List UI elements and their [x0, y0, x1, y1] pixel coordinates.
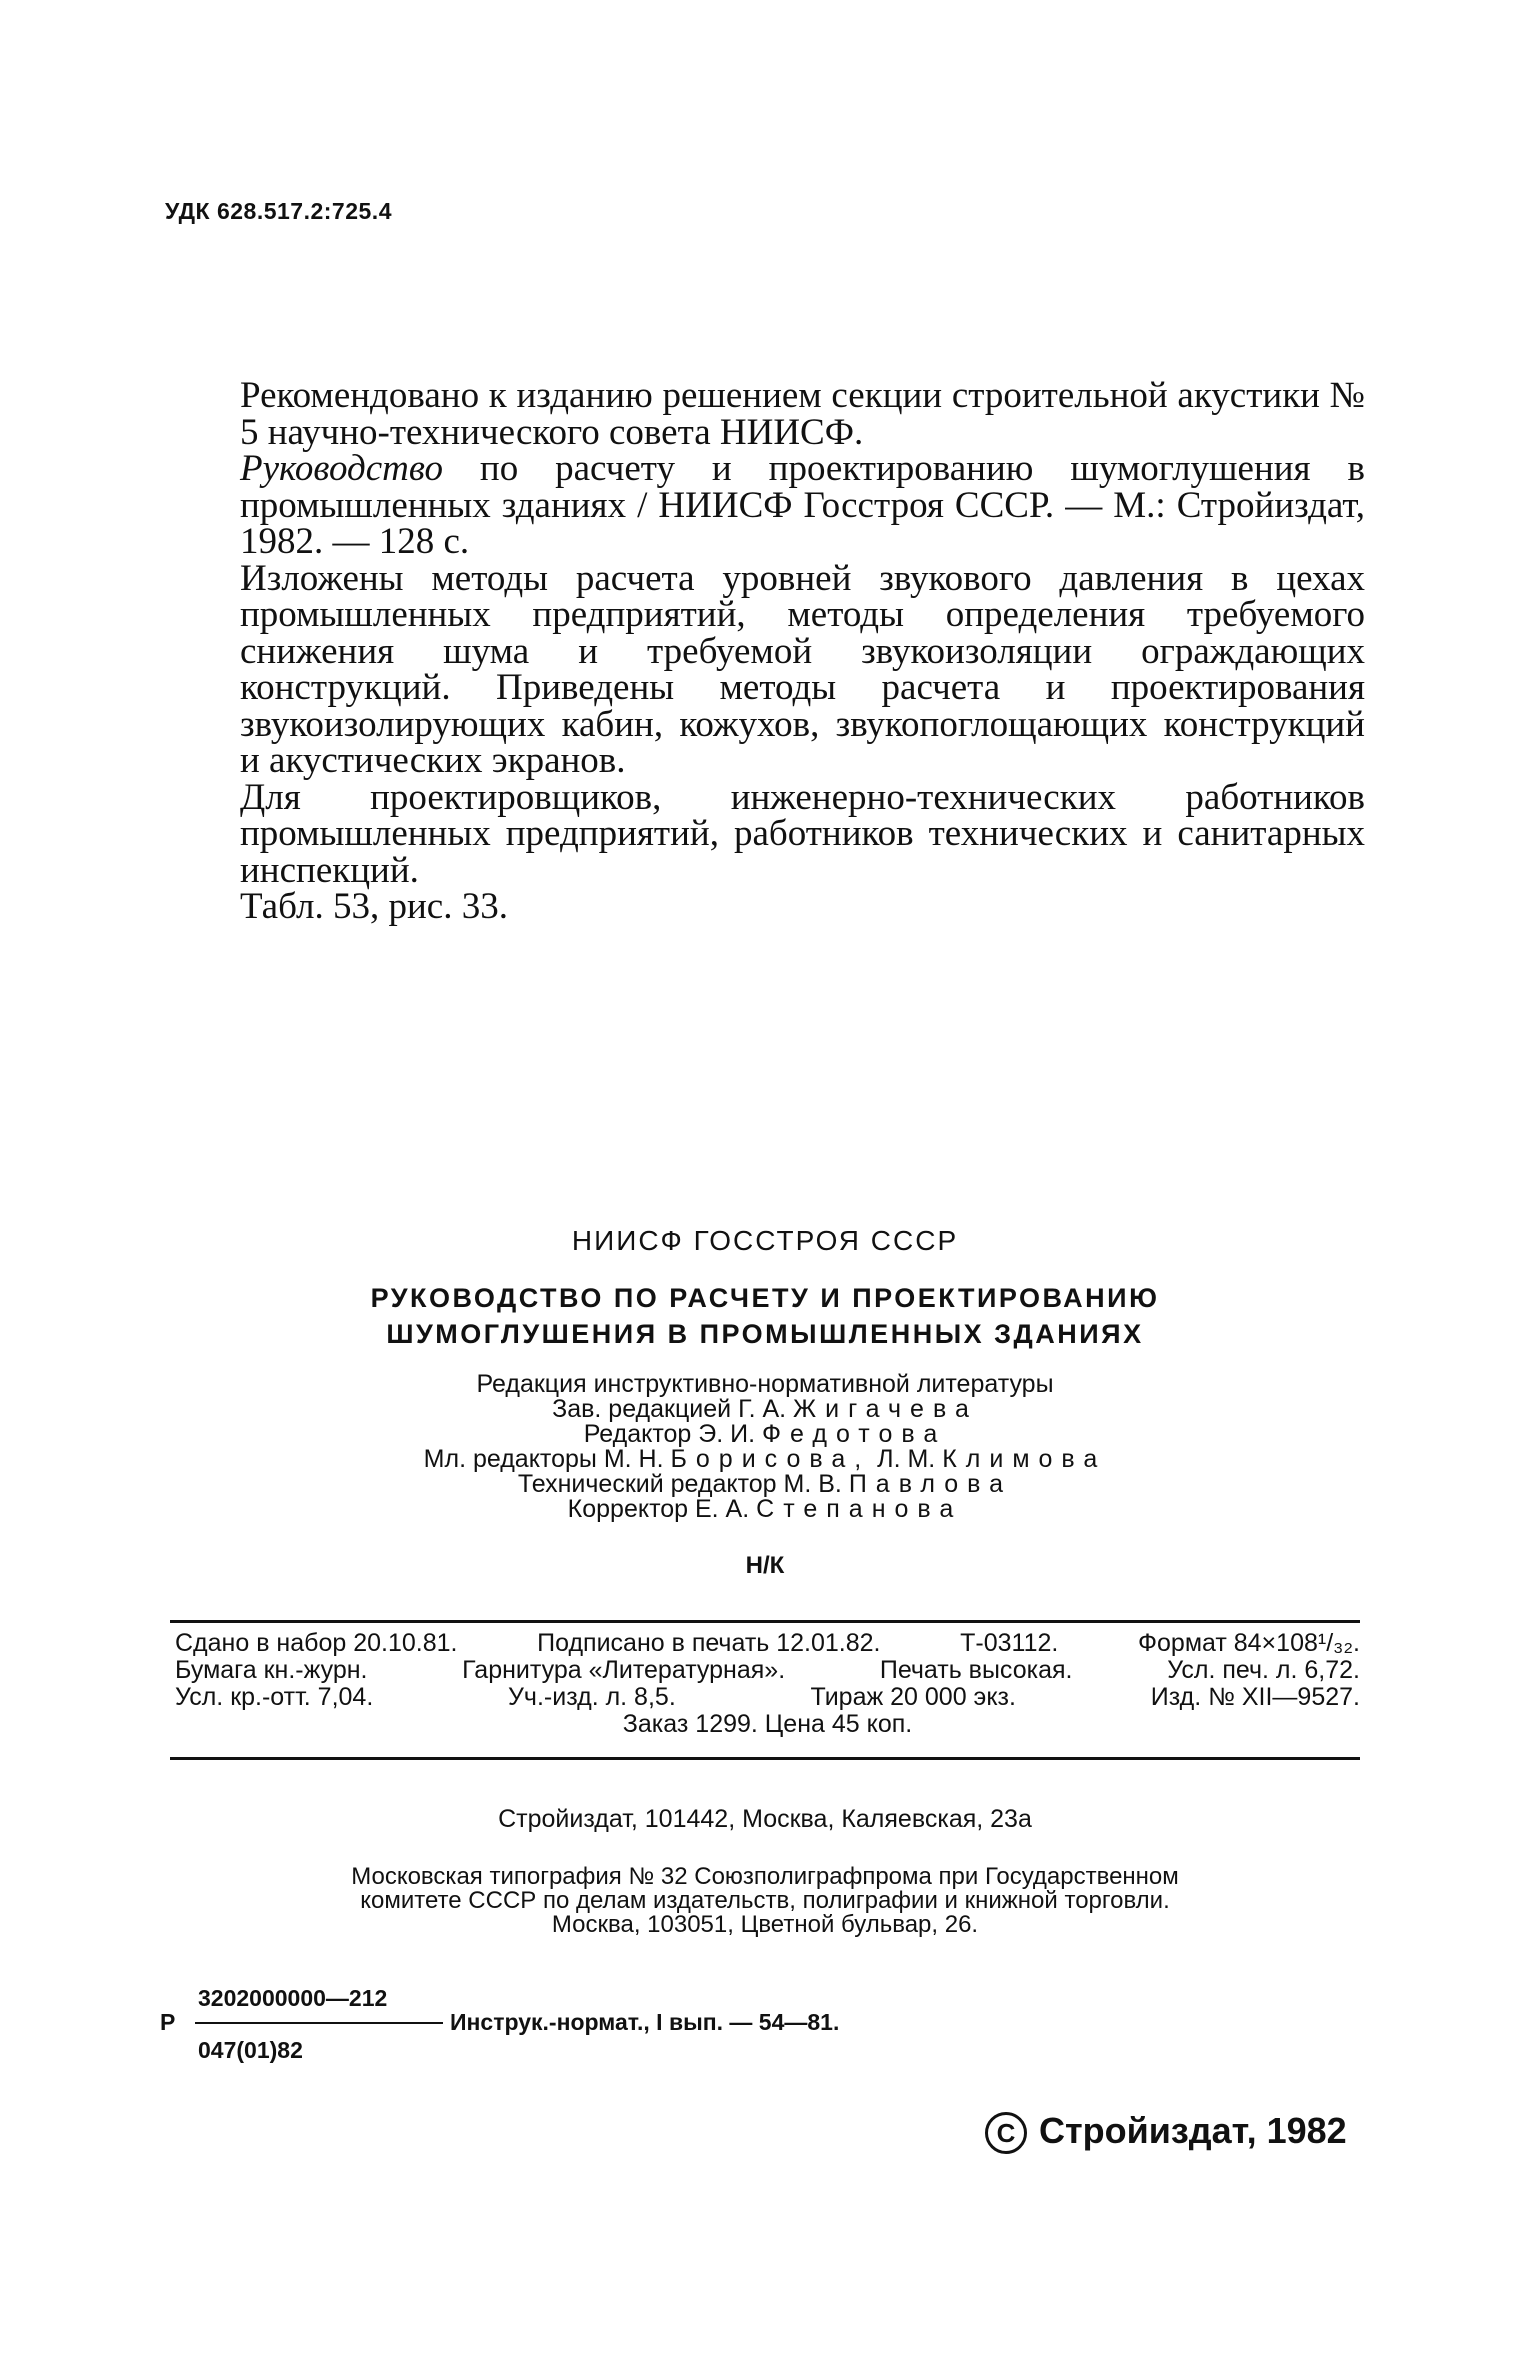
staff-name: Жигачева — [793, 1395, 978, 1423]
bottom-divider — [170, 1757, 1360, 1760]
staff-name: Борисова, — [670, 1445, 871, 1473]
print-row — [175, 1657, 1360, 1684]
staff-role: Корректор Е. А. — [567, 1495, 750, 1523]
index-numerator: 3202000000—212 — [198, 1985, 388, 2011]
print-field: Уч.-изд. л. 8,5. — [508, 1683, 676, 1711]
staff-role: Редактор Э. И. — [583, 1420, 756, 1448]
staff-role: Зав. редакцией Г. А. — [552, 1395, 787, 1423]
print-row — [175, 1684, 1360, 1711]
print-field: Гарнитура «Литературная». — [462, 1656, 786, 1684]
publisher-address: Стройиздат, 101442, Москва, Каляевская, 23а — [498, 1805, 1032, 1833]
book-title-line: РУКОВОДСТВО ПО РАСЧЕТУ И ПРОЕКТИРОВАНИЮ — [370, 1283, 1160, 1313]
print-field: Т-03112. — [960, 1629, 1059, 1657]
staff-line — [150, 1447, 1380, 1472]
staff-line — [150, 1397, 1380, 1422]
index-letter: Р — [160, 2009, 176, 2035]
staff-line — [150, 1497, 1380, 1522]
udk-code: УДК 628.517.2:725.4 — [165, 198, 392, 224]
printing-house-line: комитете СССР по делам издательств, полиграфии и книжной торговли. — [360, 1887, 1170, 1914]
book-title — [150, 1280, 1380, 1352]
copyright-text: Стройиздат, 1982 — [1039, 2110, 1347, 2151]
printing-house-line: Москва, 103051, Цветной бульвар, 26. — [551, 1911, 979, 1938]
recommendation-text: Рекомендовано к изданию решением секции строительной акустики № 5 научно-технического совета НИИСФ. — [240, 375, 1365, 453]
print-field: Тираж 20 000 экз. — [810, 1683, 1016, 1711]
staff-role: Мл. редакторы М. Н. — [423, 1445, 664, 1473]
citation — [240, 448, 1365, 562]
staff-line — [150, 1472, 1380, 1497]
nk-mark: Н/К — [745, 1552, 785, 1579]
tables-figures-count: Табл. 53, рис. 33. — [240, 886, 508, 927]
index-denominator: 047(01)82 — [198, 2037, 303, 2063]
editorial-office: Редакция инструктивно-нормативной литературы — [476, 1370, 1054, 1398]
staff-name: Павлова — [848, 1470, 1013, 1498]
series-info: Инструк.-нормат., I вып. — 54—81. — [450, 2009, 840, 2035]
order-price: Заказ 1299. Цена 45 коп. — [622, 1710, 913, 1738]
staff-line — [150, 1422, 1380, 1447]
fraction-line — [195, 2022, 443, 2024]
print-field: Печать высокая. — [879, 1656, 1073, 1684]
copyright — [985, 2110, 1347, 2154]
print-field: Усл. печ. л. 6,72. — [1167, 1656, 1360, 1684]
print-field: Формат 84×108¹/₃₂. — [1138, 1629, 1360, 1657]
print-details — [175, 1630, 1360, 1738]
audience-text: Для проектировщиков, инженерно-технических работников промышленных предприятий, работников технических и санитарных инспекций. — [240, 776, 1365, 891]
top-divider — [170, 1620, 1360, 1623]
print-field: Бумага кн.-журн. — [175, 1656, 368, 1684]
staff-name: Климова — [942, 1445, 1107, 1473]
printing-house — [150, 1865, 1380, 1937]
copyright-icon: C — [985, 2112, 1027, 2154]
staff-initials: Л. М. — [877, 1445, 936, 1473]
print-field: Усл. кр.-отт. 7,04. — [175, 1683, 374, 1711]
print-field: Подписано в печать 12.01.82. — [537, 1629, 881, 1657]
staff-name: Степанова — [756, 1495, 963, 1523]
editorial-staff — [150, 1372, 1380, 1522]
summary-text: Изложены методы расчета уровней звукового давления в цехах промышленных предприятий, методы определения требуемого снижения шума и требуемой звукоизоляции ограждающих конструкций. Приведены методы расчета и проектирования звукоизолирующих кабин, кожухов, звукопоглощающих конструкций и акустических экранов. — [240, 557, 1365, 781]
print-row — [175, 1630, 1360, 1657]
print-field: Изд. № XII—9527. — [1150, 1683, 1360, 1711]
citation-title: Руководство — [240, 448, 443, 489]
staff-role: Технический редактор М. В. — [517, 1470, 842, 1498]
book-title-line: ШУМОГЛУШЕНИЯ В ПРОМЫШЛЕННЫХ ЗДАНИЯХ — [386, 1319, 1144, 1349]
organization: НИИСФ ГОССТРОЯ СССР — [571, 1225, 959, 1256]
citation-details: по расчету и проектированию шумоглушения в промышленных зданиях / НИИСФ Госстроя СССР. — М.: Стройиздат, 1982. — 128 с. — [240, 448, 1365, 562]
printing-house-line: Московская типография № 32 Союзполиграфпрома при Государственном — [351, 1863, 1179, 1890]
annotation — [240, 375, 1365, 927]
print-field: Сдано в набор 20.10.81. — [175, 1629, 458, 1657]
staff-name: Федотова — [762, 1420, 947, 1448]
